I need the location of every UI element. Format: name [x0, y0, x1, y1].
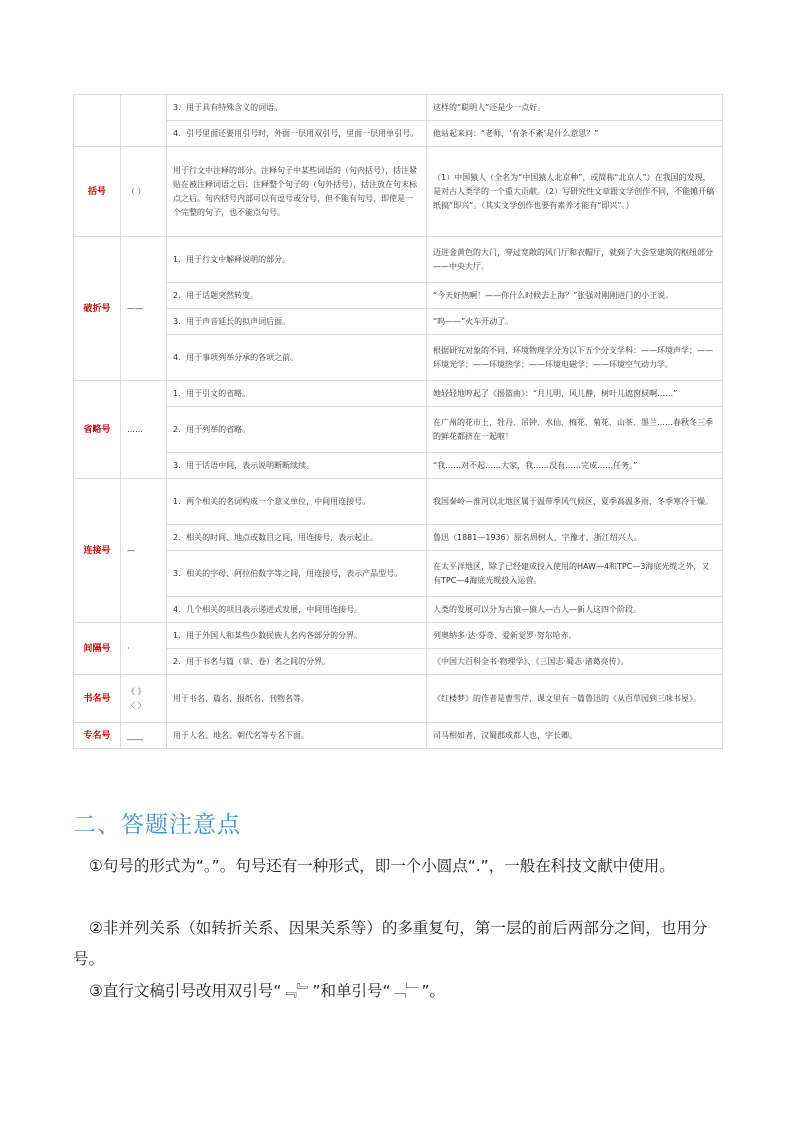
example-cell: （1）中国猿人（全名为“中国猿人北京种”，或简称“北京人”）在我国的发现，是对古人类学的一个重大贡献。（2）写研究性文章跟文学创作不同，不能摊开稿纸搞“即兴”。（其实文学创作也要有素养才能有“即兴”。） [427, 147, 723, 237]
note-paragraph-3: ③直行文稿引号改用双引号“﹃﹄”和单引号“﹁﹂”。 [89, 982, 446, 1000]
example-cell: 这样的“聪明人”还是少一点好。 [427, 95, 723, 121]
example-cell: 鲁迅（1881—1936）原名周树人，字豫才，浙江绍兴人。 [427, 525, 723, 551]
punct-symbol-ellipsis: …… [121, 381, 167, 479]
punct-name-proper-name: 专名号 [74, 723, 121, 749]
punct-name-bracket: 括号 [74, 147, 121, 237]
usage-cell: 3．用于具有特殊含义的词语。 [167, 95, 427, 121]
example-cell: 在广州的花市上，牡丹、吊钟、水仙、梅花、菊花、山茶、墨兰……春秋冬三季的鲜花都挤在一起啦！ [427, 407, 723, 453]
usage-cell: 3．用于声音延长的拟声词后面。 [167, 309, 427, 335]
table-row [74, 407, 723, 453]
example-cell: “我……对不起……大家，我……没有……完成……任务。” [427, 453, 723, 479]
usage-cell: 用于行文中注释的部分。注释句子中某些词语的（句内括号），括注紧贴在被注释词语之后；注释整个句子的（句外括号），括注放在句末标点之后。句内括号内部可以有逗号或分号，但不能有句号，即使是一个完整的句子，也不能点句号。 [167, 147, 427, 237]
table-row [74, 147, 723, 237]
quote-symbol-cell [121, 95, 167, 147]
usage-cell: 4．几个相关的项目表示递进式发展，中间用连接号。 [167, 597, 427, 623]
table-row [74, 525, 723, 551]
example-cell: 人类的发展可以分为古猿—猿人—古人—新人这四个阶段。 [427, 597, 723, 623]
usage-cell: 1．用于行文中解释说明的部分。 [167, 237, 427, 283]
punct-name-dash: 破折号 [74, 237, 121, 381]
punctuation-table [73, 94, 723, 749]
table-row [74, 237, 723, 283]
table-row [74, 309, 723, 335]
example-cell: 他站起来问：“老师，‘有条不紊’是什么意思？” [427, 121, 723, 147]
usage-cell: 1．用于引文的省略。 [167, 381, 427, 407]
punct-symbol-dash: —— [121, 237, 167, 381]
example-cell: 司马相如者，汉蜀郡成都人也，字长卿。 [427, 723, 723, 749]
usage-cell: 2．用于列举的省略。 [167, 407, 427, 453]
example-cell: 根据研究对象的不同，环境物理学分为以下五个分支学科：——环境声学；——环境光学；——环境热学；——环境电磁学；——环境空气动力学。 [427, 335, 723, 381]
table-row [74, 381, 723, 407]
table-row [74, 283, 723, 309]
example-cell: 在太平洋地区，除了已经建成投入使用的HAW—4和TPC—3海底光缆之外，又有TPC—4海底光缆投入运营。 [427, 551, 723, 597]
table-row [74, 335, 723, 381]
punct-symbol-connector: — [121, 479, 167, 623]
punct-name-interpunct: 间隔号 [74, 623, 121, 675]
example-cell: 列奥纳多·达·芬奇、爱新觉罗·努尔哈赤。 [427, 623, 723, 649]
punct-symbol-book-title [121, 675, 167, 723]
table-row [74, 453, 723, 479]
quote-name-cell [74, 95, 121, 147]
usage-cell: 1．两个相关的名词构成一个意义单位，中间用连接号。 [167, 479, 427, 525]
table-row [74, 551, 723, 597]
section-title: 二、答题注意点 [73, 812, 241, 838]
table-row [74, 479, 723, 525]
example-cell: “今天好热啊！——你什么时候去上海？”张强对刚刚进门的小王说。 [427, 283, 723, 309]
book-title-symbol-double: 《 》 [127, 686, 146, 696]
note-paragraph-2: ②非并列关系（如转折关系、因果关系等）的多重复句，第一层的前后两部分之间，也用分号。 [73, 919, 708, 968]
table-row [74, 121, 723, 147]
usage-cell: 3．用于话语中间，表示说明断断续续。 [167, 453, 427, 479]
example-cell: “呜——”火车开动了。 [427, 309, 723, 335]
table-row [74, 649, 723, 675]
table-row [74, 95, 723, 121]
book-title-symbol-single: 〈 〉 [127, 700, 146, 710]
usage-cell: 用于人名、地名、朝代名等专名下面。 [167, 723, 427, 749]
usage-cell: 1．用于外国人和某些少数民族人名内各部分的分界。 [167, 623, 427, 649]
table-row [74, 623, 723, 649]
table-row [74, 723, 723, 749]
usage-cell: 3．相关的字母、阿拉伯数字等之间，用连接号，表示产品型号。 [167, 551, 427, 597]
usage-cell: 4．用于事项列举分承的各项之前。 [167, 335, 427, 381]
usage-cell: 用于书名、篇名、报纸名、刊物名等。 [167, 675, 427, 723]
usage-cell: 2．用于话题突然转变。 [167, 283, 427, 309]
example-cell: 《中国大百科全书·物理学》、《三国志·蜀志·诸葛亮传》。 [427, 649, 723, 675]
table-row [74, 597, 723, 623]
example-cell: 我国秦岭—淮河以北地区属于温带季风气候区，夏季高温多雨，冬季寒冷干燥。 [427, 479, 723, 525]
punct-symbol-interpunct: · [121, 623, 167, 675]
table-row [74, 675, 723, 723]
usage-cell: 4．引号里面还要用引号时，外面一层用双引号，里面一层用单引号。 [167, 121, 427, 147]
example-cell: 《红楼梦》的作者是曹雪芹，课文里有一篇鲁迅的《从百草园到三味书屋》。 [427, 675, 723, 723]
punct-name-connector: 连接号 [74, 479, 121, 623]
usage-cell: 2．相关的时间、地点或数目之间，用连接号，表示起止。 [167, 525, 427, 551]
note-paragraph-1: ①句号的形式为“。”。句号还有一种形式，即一个小圆点“.”，一般在科技文献中使用。 [89, 857, 675, 875]
usage-cell: 2．用于书名与篇（章、卷）名之间的分界。 [167, 649, 427, 675]
punct-name-book-title: 书名号 [74, 675, 121, 723]
punct-name-ellipsis: 省略号 [74, 381, 121, 479]
example-cell: 迈进金黄色的大门，穿过宽敞的风门厅和衣帽厅，就到了大会堂建筑的枢纽部分——中央大厅。 [427, 237, 723, 283]
punct-symbol-bracket: （ ） [121, 147, 167, 237]
punct-symbol-proper-name: ____ [121, 723, 167, 749]
example-cell: 她轻轻地哼起了《摇篮曲》：“月儿明，风儿静，树叶儿遮窗棂啊……” [427, 381, 723, 407]
